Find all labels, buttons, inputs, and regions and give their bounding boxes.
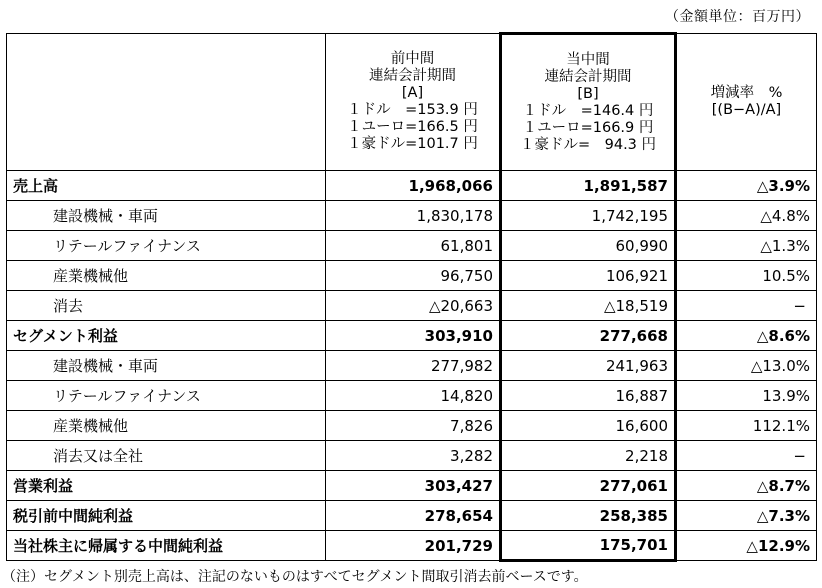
change-rate: △1.3% (676, 231, 817, 261)
change-rate: 112.1% (676, 411, 817, 441)
change-rate: 13.9% (676, 381, 817, 411)
prev-value: 1,968,066 (326, 171, 501, 201)
prev-value: 201,729 (326, 531, 501, 561)
cur-value: 277,668 (501, 321, 676, 351)
row-label: 建設機械・車両 (7, 351, 326, 381)
header-prev-line: １ユーロ=166.5 円 (347, 119, 478, 135)
prev-value: 14,820 (326, 381, 501, 411)
table-row (7, 321, 817, 351)
header-cur-line: １ユーロ=166.9 円 (522, 119, 654, 136)
cur-value: 258,385 (501, 501, 676, 531)
header-cur-line: １ドル =146.4 円 (522, 102, 654, 119)
table-row (7, 381, 817, 411)
financial-results-table (6, 32, 817, 562)
prev-value: 7,826 (326, 411, 501, 441)
prev-value: 278,654 (326, 501, 501, 531)
prev-value: 303,910 (326, 321, 501, 351)
row-label: 当社株主に帰属する中間純利益 (7, 531, 326, 561)
table-row (7, 171, 817, 201)
table-header-row (7, 34, 817, 171)
cur-value: △18,519 (501, 291, 676, 321)
prev-value: 303,427 (326, 471, 501, 501)
cur-value: 1,742,195 (501, 201, 676, 231)
row-label: 産業機械他 (7, 261, 326, 291)
unit-note: （金額単位：百万円） (665, 9, 810, 25)
prev-value: 277,982 (326, 351, 501, 381)
table-row (7, 531, 817, 561)
table-row (7, 351, 817, 381)
change-rate: − (676, 291, 817, 321)
table-row (7, 411, 817, 441)
prev-value: 61,801 (326, 231, 501, 261)
table-row (7, 441, 817, 471)
header-cur-line: 連結会計期間 (544, 68, 632, 85)
change-rate: △8.7% (676, 471, 817, 501)
row-label: セグメント利益 (7, 321, 326, 351)
cur-value: 16,887 (501, 381, 676, 411)
cur-value: 16,600 (501, 411, 676, 441)
row-label: 消去 (7, 291, 326, 321)
row-label: 消去又は全社 (7, 441, 326, 471)
row-label: 売上高 (7, 171, 326, 201)
change-rate: △12.9% (676, 531, 817, 561)
cur-value: 175,701 (501, 531, 676, 561)
header-prev-line: 前中間 (390, 51, 435, 67)
cur-value: 277,061 (501, 471, 676, 501)
header-prev-line: 連結会計期間 (369, 68, 456, 84)
header-cur-period (501, 34, 676, 171)
header-prev-line: [A] (401, 85, 424, 101)
row-label: 産業機械他 (7, 411, 326, 441)
footnote: （注）セグメント別売上高は、注記のないものはすべてセグメント間取引消去前ベースです。 (2, 569, 588, 585)
table-row (7, 501, 817, 531)
header-change-line: 増減率 % (710, 85, 783, 101)
row-label: 営業利益 (7, 471, 326, 501)
cur-value: 1,891,587 (501, 171, 676, 201)
header-cur-line: 当中間 (566, 51, 610, 68)
header-change-rate (676, 34, 817, 171)
cur-value: 106,921 (501, 261, 676, 291)
table-row (7, 231, 817, 261)
table-row (7, 261, 817, 291)
table-row (7, 471, 817, 501)
row-label: 税引前中間純利益 (7, 501, 326, 531)
prev-value: 96,750 (326, 261, 501, 291)
row-label: 建設機械・車両 (7, 201, 326, 231)
change-rate: 10.5% (676, 261, 817, 291)
change-rate: △13.0% (676, 351, 817, 381)
table-row (7, 201, 817, 231)
header-change-line: [(B−A)/A] (711, 102, 782, 118)
row-label: リテールファイナンス (7, 381, 326, 411)
header-cur-line: １豪ドル= 94.3 円 (519, 136, 657, 153)
prev-value: 1,830,178 (326, 201, 501, 231)
table-row (7, 291, 817, 321)
change-rate: △3.9% (676, 171, 817, 201)
header-cur-line: [B] (577, 85, 599, 102)
cur-value: 241,963 (501, 351, 676, 381)
change-rate: △4.8% (676, 201, 817, 231)
header-prev-period (326, 34, 501, 171)
header-label-cell (7, 34, 326, 171)
header-prev-line: １ドル =153.9 円 (347, 102, 478, 118)
change-rate: − (676, 441, 817, 471)
change-rate: △8.6% (676, 321, 817, 351)
row-label: リテールファイナンス (7, 231, 326, 261)
cur-value: 2,218 (501, 441, 676, 471)
change-rate: △7.3% (676, 501, 817, 531)
header-prev-line: １豪ドル=101.7 円 (347, 136, 478, 152)
prev-value: 3,282 (326, 441, 501, 471)
cur-value: 60,990 (501, 231, 676, 261)
prev-value: △20,663 (326, 291, 501, 321)
